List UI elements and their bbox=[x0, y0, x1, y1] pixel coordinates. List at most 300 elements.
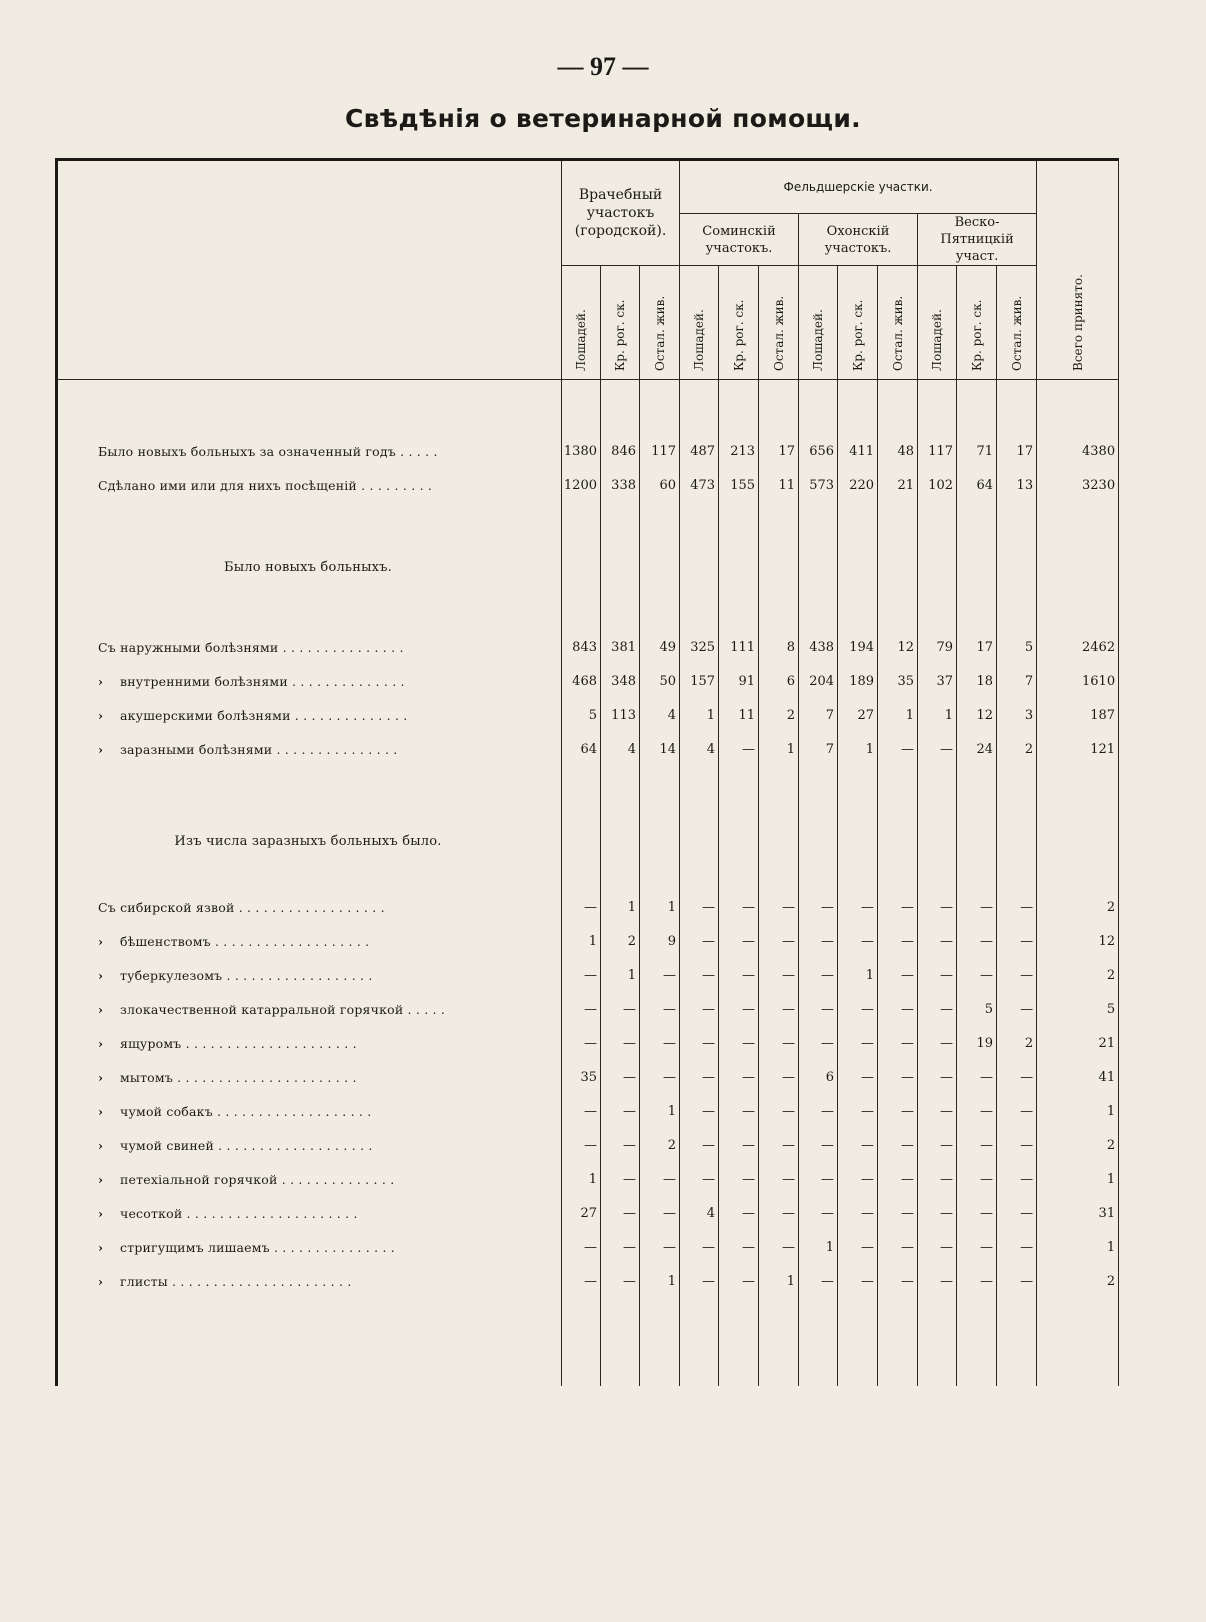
table-cell: 117 bbox=[640, 434, 680, 468]
row-label bbox=[57, 630, 562, 664]
table-cell: 4 bbox=[680, 1196, 719, 1230]
col-other: Остал. жив. bbox=[759, 266, 799, 380]
header-okhonsky: Охонскій участокъ. bbox=[799, 214, 918, 266]
table-row bbox=[57, 434, 1119, 468]
row-label-text: чумой собакъ . . . . . . . . . . . . . . . . . . . bbox=[120, 1103, 372, 1119]
empty-cell bbox=[680, 394, 719, 434]
row-label bbox=[57, 1094, 562, 1128]
table-cell: — bbox=[719, 1162, 759, 1196]
ditto-mark: › bbox=[98, 933, 104, 949]
table-cell: — bbox=[918, 732, 957, 766]
table-cell: — bbox=[799, 992, 838, 1026]
table-cell: — bbox=[799, 1128, 838, 1162]
table-row bbox=[57, 698, 1119, 732]
ditto-mark: › bbox=[98, 1069, 104, 1085]
empty-cell bbox=[719, 824, 759, 858]
table-body bbox=[57, 380, 1119, 1387]
table-cell: — bbox=[640, 992, 680, 1026]
table-cell: 1 bbox=[640, 1094, 680, 1128]
header-label-blank bbox=[57, 160, 562, 380]
table-cell: — bbox=[759, 1026, 799, 1060]
row-label-text: бѣшенствомъ . . . . . . . . . . . . . . . . . . . bbox=[120, 933, 370, 949]
col-horses: Лошадей. bbox=[918, 266, 957, 380]
empty-cell bbox=[1037, 502, 1119, 550]
empty-cell bbox=[997, 550, 1037, 584]
table-cell: — bbox=[838, 1094, 878, 1128]
table-cell: 4 bbox=[601, 732, 640, 766]
table-cell: — bbox=[680, 1230, 719, 1264]
empty-cell bbox=[562, 1298, 601, 1386]
table-row bbox=[57, 468, 1119, 502]
table-cell: — bbox=[562, 1026, 601, 1060]
empty-cell bbox=[759, 502, 799, 550]
ditto-mark: › bbox=[98, 707, 104, 723]
section-title-infectious bbox=[57, 824, 1119, 858]
table-cell: 1 bbox=[1037, 1230, 1119, 1264]
table-cell: 348 bbox=[601, 664, 640, 698]
table-cell: — bbox=[680, 924, 719, 958]
row-label-text: Было новыхъ больныхъ за означенный годъ . . . . . bbox=[98, 443, 438, 459]
row-label-text: чесоткой . . . . . . . . . . . . . . . . . . . . . bbox=[120, 1205, 358, 1221]
empty-cell bbox=[878, 766, 918, 824]
table-cell: — bbox=[997, 1094, 1037, 1128]
table-cell: 4 bbox=[640, 698, 680, 732]
table-cell: — bbox=[957, 890, 997, 924]
table-cell: 338 bbox=[601, 468, 640, 502]
table-cell: — bbox=[601, 992, 640, 1026]
table-cell: — bbox=[878, 924, 918, 958]
empty-cell bbox=[601, 858, 640, 890]
empty-cell bbox=[759, 1298, 799, 1386]
empty-cell bbox=[997, 858, 1037, 890]
empty-cell bbox=[640, 584, 680, 630]
table-cell: — bbox=[719, 958, 759, 992]
empty-cell bbox=[1037, 766, 1119, 824]
table-cell: 3 bbox=[997, 698, 1037, 732]
empty-cell bbox=[719, 380, 759, 395]
table-cell: 11 bbox=[719, 698, 759, 732]
empty-cell bbox=[562, 766, 601, 824]
table-cell: 189 bbox=[838, 664, 878, 698]
empty-cell bbox=[719, 1298, 759, 1386]
table-cell: — bbox=[640, 1196, 680, 1230]
table-cell: — bbox=[799, 1026, 838, 1060]
empty-cell bbox=[1037, 824, 1119, 858]
empty-cell bbox=[838, 502, 878, 550]
ditto-mark: › bbox=[98, 741, 104, 757]
empty-cell bbox=[838, 380, 878, 395]
empty-cell bbox=[680, 502, 719, 550]
table-cell: — bbox=[601, 1094, 640, 1128]
table-cell: — bbox=[562, 992, 601, 1026]
header-total: Всего принято. bbox=[1037, 160, 1119, 380]
empty-cell bbox=[759, 824, 799, 858]
table-cell: 49 bbox=[640, 630, 680, 664]
table-cell: 1380 bbox=[562, 434, 601, 468]
row-label bbox=[57, 766, 562, 824]
table-row bbox=[57, 664, 1119, 698]
empty-cell bbox=[680, 1298, 719, 1386]
table-cell: — bbox=[838, 890, 878, 924]
ditto-mark: › bbox=[98, 967, 104, 983]
empty-cell bbox=[680, 766, 719, 824]
table-cell: — bbox=[997, 1162, 1037, 1196]
empty-cell bbox=[601, 766, 640, 824]
table-cell: — bbox=[878, 890, 918, 924]
section-title-text: Было новыхъ больныхъ. bbox=[57, 550, 562, 584]
table-cell: 18 bbox=[957, 664, 997, 698]
table-cell: 573 bbox=[799, 468, 838, 502]
ditto-mark: › bbox=[98, 1001, 104, 1017]
table-cell: 111 bbox=[719, 630, 759, 664]
table-cell: 1 bbox=[1037, 1094, 1119, 1128]
header-vrach: Врачебный участокъ (городской). bbox=[562, 160, 680, 266]
table-cell: — bbox=[680, 1060, 719, 1094]
table-cell: 1200 bbox=[562, 468, 601, 502]
empty-cell bbox=[640, 380, 680, 395]
empty-cell bbox=[601, 394, 640, 434]
table-cell: 64 bbox=[957, 468, 997, 502]
empty-cell bbox=[601, 380, 640, 395]
table-cell: 12 bbox=[878, 630, 918, 664]
empty-cell bbox=[957, 394, 997, 434]
table-cell: — bbox=[799, 1094, 838, 1128]
empty-cell bbox=[601, 1298, 640, 1386]
table-cell: 194 bbox=[838, 630, 878, 664]
table-cell: — bbox=[878, 1060, 918, 1094]
row-label-text: стригущимъ лишаемъ . . . . . . . . . . . . . . . bbox=[120, 1239, 395, 1255]
empty-cell bbox=[640, 502, 680, 550]
row-label-text: внутренними болѣзнями . . . . . . . . . . . . . . bbox=[120, 673, 405, 689]
empty-cell bbox=[878, 584, 918, 630]
table-cell: — bbox=[997, 924, 1037, 958]
empty-cell bbox=[640, 1298, 680, 1386]
vet-help-table-wrap bbox=[55, 158, 1117, 1448]
table-cell: 41 bbox=[1037, 1060, 1119, 1094]
empty-cell bbox=[719, 394, 759, 434]
table-cell: — bbox=[680, 1128, 719, 1162]
table-cell: 7 bbox=[997, 664, 1037, 698]
empty-cell bbox=[1037, 858, 1119, 890]
table-cell: 1 bbox=[680, 698, 719, 732]
ditto-mark: › bbox=[98, 673, 104, 689]
empty-cell bbox=[957, 766, 997, 824]
empty-cell bbox=[799, 394, 838, 434]
table-cell: — bbox=[957, 1128, 997, 1162]
table-cell: 411 bbox=[838, 434, 878, 468]
gap-row bbox=[57, 766, 1119, 824]
table-cell: — bbox=[640, 1230, 680, 1264]
table-cell: — bbox=[759, 1162, 799, 1196]
section-title-new-patients bbox=[57, 550, 1119, 584]
table-cell: 487 bbox=[680, 434, 719, 468]
table-cell: 213 bbox=[719, 434, 759, 468]
table-cell: — bbox=[719, 1128, 759, 1162]
table-cell: — bbox=[957, 924, 997, 958]
empty-cell bbox=[838, 394, 878, 434]
table-cell: 37 bbox=[918, 664, 957, 698]
table-cell: 117 bbox=[918, 434, 957, 468]
table-cell: — bbox=[719, 1264, 759, 1298]
empty-cell bbox=[918, 394, 957, 434]
empty-cell bbox=[918, 1298, 957, 1386]
table-cell: — bbox=[799, 958, 838, 992]
header-separator bbox=[57, 380, 1119, 395]
table-cell: — bbox=[719, 1094, 759, 1128]
table-cell: — bbox=[997, 1128, 1037, 1162]
empty-cell bbox=[719, 502, 759, 550]
table-cell: 1 bbox=[562, 924, 601, 958]
page-title: Свѣдѣнія о ветеринарной помощи. bbox=[345, 104, 861, 133]
table-cell: — bbox=[878, 1128, 918, 1162]
empty-cell bbox=[878, 394, 918, 434]
gap-row bbox=[57, 858, 1119, 890]
row-label bbox=[57, 434, 562, 468]
table-cell: — bbox=[562, 1230, 601, 1264]
table-cell: — bbox=[838, 1026, 878, 1060]
table-cell: 7 bbox=[799, 698, 838, 732]
row-label bbox=[57, 1264, 562, 1298]
empty-cell bbox=[640, 858, 680, 890]
row-label-text: акушерскими болѣзнями . . . . . . . . . . . . . . bbox=[120, 707, 408, 723]
empty-cell bbox=[957, 858, 997, 890]
empty-cell bbox=[680, 858, 719, 890]
table-cell: 155 bbox=[719, 468, 759, 502]
table-cell: — bbox=[640, 1162, 680, 1196]
table-cell: 204 bbox=[799, 664, 838, 698]
table-cell: — bbox=[759, 1230, 799, 1264]
table-row bbox=[57, 1060, 1119, 1094]
header-feldsher: Фельдшерскіе участки. bbox=[680, 160, 1037, 214]
table-cell: 843 bbox=[562, 630, 601, 664]
table-cell: — bbox=[799, 1196, 838, 1230]
table-row bbox=[57, 1264, 1119, 1298]
table-cell: — bbox=[997, 1196, 1037, 1230]
table-cell: — bbox=[719, 992, 759, 1026]
empty-cell bbox=[957, 502, 997, 550]
table-cell: — bbox=[878, 1026, 918, 1060]
table-cell: 2 bbox=[1037, 958, 1119, 992]
empty-cell bbox=[562, 502, 601, 550]
ditto-mark: › bbox=[98, 1205, 104, 1221]
row-label bbox=[57, 664, 562, 698]
table-cell: 4380 bbox=[1037, 434, 1119, 468]
table-header bbox=[57, 160, 1119, 380]
row-label-text: заразными болѣзнями . . . . . . . . . . . . . . . bbox=[120, 741, 398, 757]
empty-cell bbox=[997, 1298, 1037, 1386]
table-row bbox=[57, 1196, 1119, 1230]
table-cell: — bbox=[719, 1230, 759, 1264]
table-row bbox=[57, 1026, 1119, 1060]
page-number: — 97 — bbox=[557, 52, 649, 81]
empty-cell bbox=[799, 584, 838, 630]
empty-cell bbox=[640, 766, 680, 824]
table-cell: 27 bbox=[562, 1196, 601, 1230]
table-cell: 48 bbox=[878, 434, 918, 468]
gap-row bbox=[57, 394, 1119, 434]
table-cell: — bbox=[680, 1094, 719, 1128]
gap-row bbox=[57, 584, 1119, 630]
table-cell: — bbox=[719, 732, 759, 766]
table-cell: — bbox=[918, 1026, 957, 1060]
table-cell: — bbox=[759, 924, 799, 958]
table-cell: 35 bbox=[562, 1060, 601, 1094]
table-cell: 4 bbox=[680, 732, 719, 766]
table-cell: 187 bbox=[1037, 698, 1119, 732]
empty-cell bbox=[838, 766, 878, 824]
empty-cell bbox=[799, 858, 838, 890]
table-cell: 21 bbox=[1037, 1026, 1119, 1060]
table-cell: — bbox=[601, 1162, 640, 1196]
table-cell: 121 bbox=[1037, 732, 1119, 766]
table-cell: 1 bbox=[759, 1264, 799, 1298]
table-cell: 2 bbox=[997, 1026, 1037, 1060]
table-cell: 6 bbox=[799, 1060, 838, 1094]
table-cell: 5 bbox=[1037, 992, 1119, 1026]
col-cattle: Кр. рог. ск. bbox=[601, 266, 640, 380]
table-cell: — bbox=[562, 890, 601, 924]
row-label bbox=[57, 1230, 562, 1264]
table-cell: 2462 bbox=[1037, 630, 1119, 664]
empty-cell bbox=[878, 550, 918, 584]
ditto-mark: › bbox=[98, 1103, 104, 1119]
table-cell: 846 bbox=[601, 434, 640, 468]
empty-cell bbox=[680, 550, 719, 584]
table-cell: — bbox=[957, 1264, 997, 1298]
table-cell: — bbox=[918, 958, 957, 992]
table-cell: 9 bbox=[640, 924, 680, 958]
table-cell: — bbox=[680, 1264, 719, 1298]
table-cell: — bbox=[838, 1162, 878, 1196]
table-cell: — bbox=[878, 992, 918, 1026]
empty-cell bbox=[878, 858, 918, 890]
empty-cell bbox=[997, 394, 1037, 434]
table-cell: — bbox=[957, 958, 997, 992]
row-label bbox=[57, 890, 562, 924]
table-cell: 21 bbox=[878, 468, 918, 502]
table-cell: 113 bbox=[601, 698, 640, 732]
table-row bbox=[57, 1094, 1119, 1128]
table-cell: — bbox=[680, 958, 719, 992]
empty-cell bbox=[918, 584, 957, 630]
table-cell: 1 bbox=[759, 732, 799, 766]
table-cell: — bbox=[759, 992, 799, 1026]
table-cell: — bbox=[601, 1230, 640, 1264]
table-cell: — bbox=[719, 924, 759, 958]
table-cell: — bbox=[838, 1060, 878, 1094]
table-cell: — bbox=[601, 1060, 640, 1094]
empty-cell bbox=[601, 824, 640, 858]
table-cell: — bbox=[918, 924, 957, 958]
empty-cell bbox=[799, 1298, 838, 1386]
header-sominsky: Соминскій участокъ. bbox=[680, 214, 799, 266]
table-cell: — bbox=[759, 1060, 799, 1094]
row-label bbox=[57, 1128, 562, 1162]
row-label bbox=[57, 1298, 562, 1386]
table-cell: — bbox=[601, 1128, 640, 1162]
table-cell: 1 bbox=[601, 958, 640, 992]
empty-cell bbox=[957, 380, 997, 395]
table-cell: — bbox=[640, 1026, 680, 1060]
table-cell: — bbox=[918, 1128, 957, 1162]
table-cell: — bbox=[799, 890, 838, 924]
table-cell: — bbox=[997, 992, 1037, 1026]
table-cell: 438 bbox=[799, 630, 838, 664]
row-label bbox=[57, 858, 562, 890]
table-cell: 5 bbox=[997, 630, 1037, 664]
table-cell: 91 bbox=[719, 664, 759, 698]
table-cell: 1 bbox=[562, 1162, 601, 1196]
table-row bbox=[57, 958, 1119, 992]
table-row bbox=[57, 890, 1119, 924]
empty-cell bbox=[997, 502, 1037, 550]
empty-cell bbox=[838, 550, 878, 584]
table-cell: 60 bbox=[640, 468, 680, 502]
table-cell: 2 bbox=[1037, 1264, 1119, 1298]
table-cell: 35 bbox=[878, 664, 918, 698]
table-cell: 468 bbox=[562, 664, 601, 698]
row-label bbox=[57, 1026, 562, 1060]
table-cell: — bbox=[838, 924, 878, 958]
empty-cell bbox=[1037, 1298, 1119, 1386]
table-cell: — bbox=[918, 992, 957, 1026]
row-label-text: петехіальной горячкой . . . . . . . . . . . . . . bbox=[120, 1171, 395, 1187]
ditto-mark: › bbox=[98, 1273, 104, 1289]
row-label bbox=[57, 1060, 562, 1094]
empty-cell bbox=[759, 858, 799, 890]
row-label-text: злокачественной катарральной горячкой . . . . . bbox=[120, 1001, 446, 1017]
table-cell: — bbox=[878, 1264, 918, 1298]
empty-cell bbox=[719, 766, 759, 824]
table-cell: — bbox=[878, 1230, 918, 1264]
table-cell: — bbox=[918, 1162, 957, 1196]
table-cell: 6 bbox=[759, 664, 799, 698]
table-cell: 1 bbox=[640, 1264, 680, 1298]
table-cell: — bbox=[878, 1162, 918, 1196]
table-cell: 2 bbox=[640, 1128, 680, 1162]
table-cell: 2 bbox=[759, 698, 799, 732]
table-cell: 1 bbox=[799, 1230, 838, 1264]
table-cell: — bbox=[601, 1264, 640, 1298]
table-cell: 11 bbox=[759, 468, 799, 502]
table-row bbox=[57, 630, 1119, 664]
table-cell: 17 bbox=[997, 434, 1037, 468]
table-cell: — bbox=[957, 1162, 997, 1196]
table-cell: — bbox=[799, 1264, 838, 1298]
col-horses: Лошадей. bbox=[799, 266, 838, 380]
table-cell: — bbox=[878, 1094, 918, 1128]
row-label bbox=[57, 992, 562, 1026]
table-cell: — bbox=[562, 1094, 601, 1128]
empty-cell bbox=[1037, 380, 1119, 395]
table-cell: 1 bbox=[601, 890, 640, 924]
table-cell: 79 bbox=[918, 630, 957, 664]
row-label bbox=[57, 468, 562, 502]
table-cell: 220 bbox=[838, 468, 878, 502]
table-cell: — bbox=[957, 1094, 997, 1128]
col-cattle: Кр. рог. ск. bbox=[719, 266, 759, 380]
table-cell: — bbox=[680, 992, 719, 1026]
table-cell: 1 bbox=[878, 698, 918, 732]
empty-cell bbox=[759, 394, 799, 434]
table-cell: — bbox=[759, 958, 799, 992]
table-cell: 325 bbox=[680, 630, 719, 664]
empty-cell bbox=[1037, 394, 1119, 434]
empty-cell bbox=[640, 394, 680, 434]
table-cell: 17 bbox=[759, 434, 799, 468]
row-label-text: глисты . . . . . . . . . . . . . . . . . . . . . . bbox=[120, 1273, 352, 1289]
row-label bbox=[57, 1162, 562, 1196]
